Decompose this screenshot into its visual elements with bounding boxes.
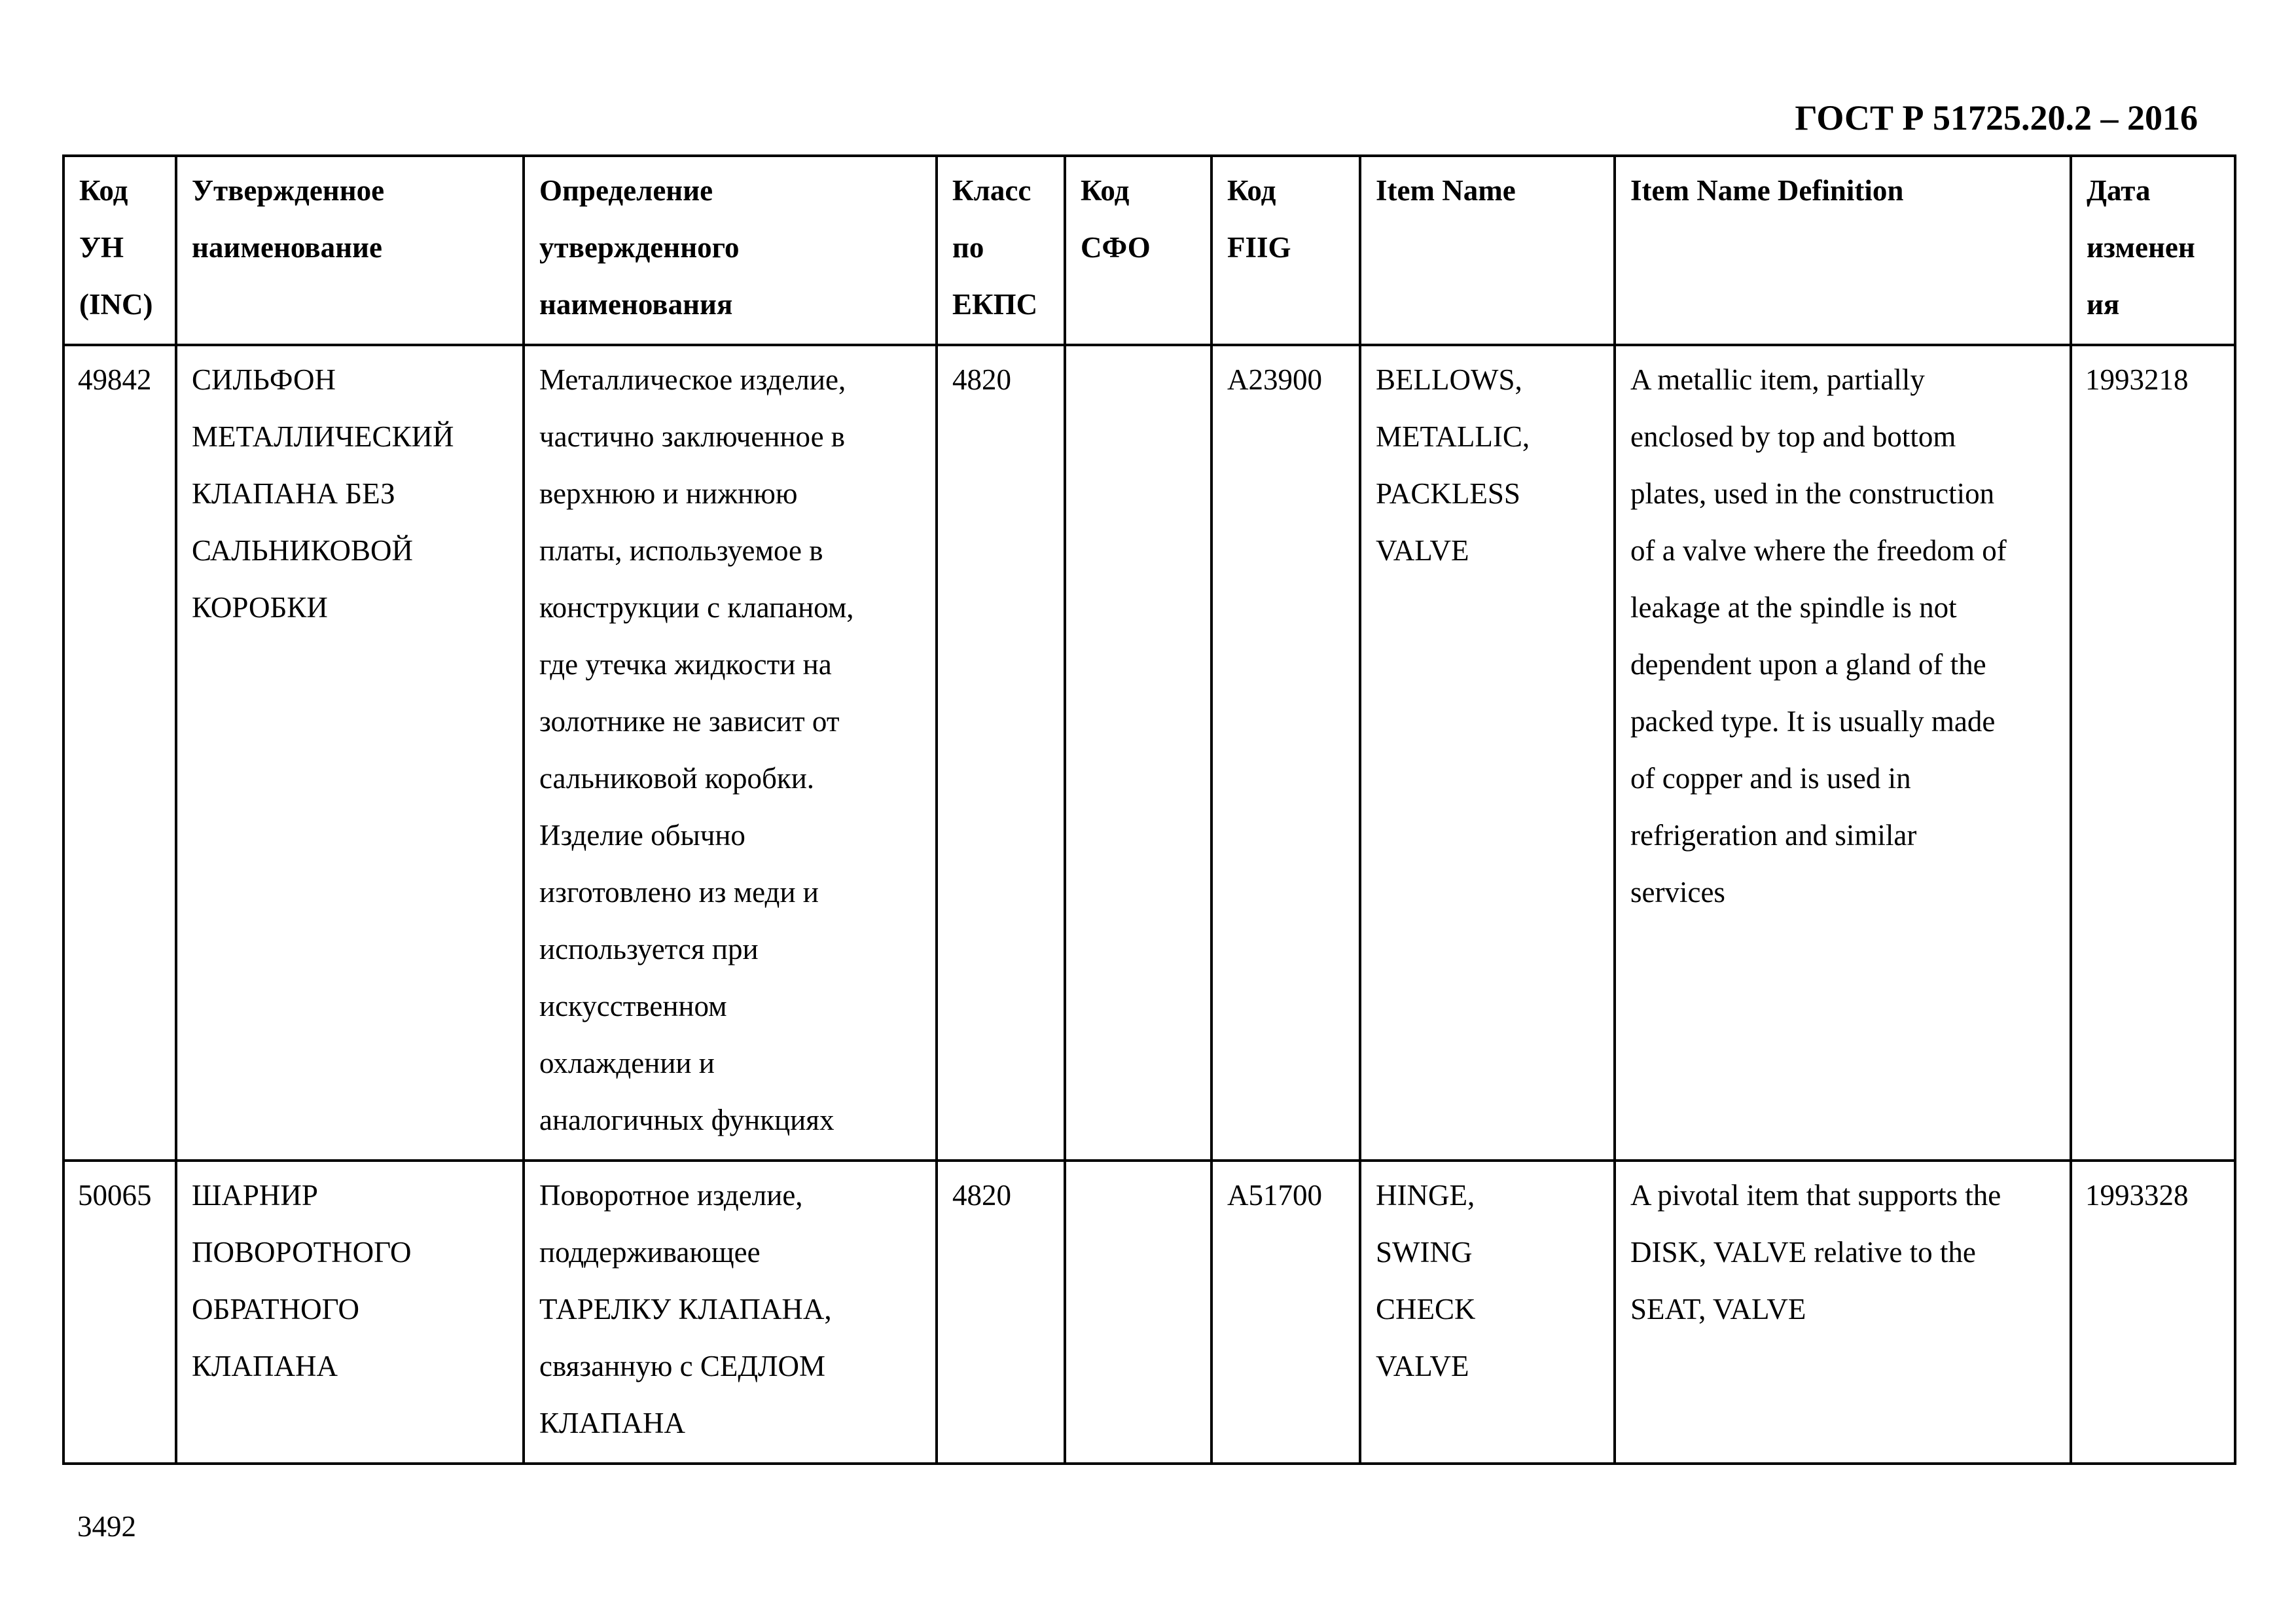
header-approved-name: Утвержденное наименование — [176, 156, 524, 345]
cell-item-name: BELLOWS, METALLIC, PACKLESS VALVE — [1360, 345, 1615, 1161]
cell-class: 4820 — [937, 345, 1065, 1161]
cell-approved-name: СИЛЬФОН МЕТАЛЛИЧЕСКИЙ КЛАПАНА БЕЗ САЛЬНИКОВОЙ КОРОБКИ — [176, 345, 524, 1161]
item-names-table — [62, 154, 2236, 1465]
cell-approved-name: ШАРНИР ПОВОРОТНОГО ОБРАТНОГО КЛАПАНА — [176, 1161, 524, 1464]
cell-inc: 49842 — [63, 345, 176, 1161]
cell-fiig: A51700 — [1211, 1161, 1360, 1464]
cell-sfo — [1065, 345, 1211, 1161]
header-change-date: Дата изменен ия — [2071, 156, 2235, 345]
cell-definition: Металлическое изделие, частично заключенное в верхнюю и нижнюю платы, используемое в конструкции с клапаном, где утечка жидкости на золотнике не зависит от сальниковой коробки. Изделие обычно изготовлено из меди и используется при искусственном охлаждении и аналогичных функциях — [524, 345, 937, 1161]
header-approved-name-definition: Определение утвержденного наименования — [524, 156, 937, 345]
cell-sfo — [1065, 1161, 1211, 1464]
header-inc: Код УН (INC) — [63, 156, 176, 345]
cell-item-name: HINGE, SWING CHECK VALVE — [1360, 1161, 1615, 1464]
document-standard-title: ГОСТ Р 51725.20.2 – 2016 — [1795, 98, 2198, 137]
header-code-fiig: Код FIIG — [1211, 156, 1360, 345]
cell-item-name-definition: A pivotal item that supports the DISK, VALVE relative to the SEAT, VALVE — [1615, 1161, 2071, 1464]
table-row — [63, 1161, 2235, 1464]
cell-fiig: A23900 — [1211, 345, 1360, 1161]
header-class-ekps: Класс по ЕКПС — [937, 156, 1065, 345]
cell-item-name-definition: A metallic item, partially enclosed by top and bottom plates, used in the construction of a valve where the freedom of leakage at the spindle is not dependent upon a gland of the packed type. It is usually made of copper and is used in refrigeration and similar services — [1615, 345, 2071, 1161]
header-item-name-definition: Item Name Definition — [1615, 156, 2071, 345]
table-header-row — [63, 156, 2235, 345]
cell-class: 4820 — [937, 1161, 1065, 1464]
header-item-name: Item Name — [1360, 156, 1615, 345]
header-code-sfo: Код СФО — [1065, 156, 1211, 345]
cell-definition: Поворотное изделие, поддерживающее ТАРЕЛКУ КЛАПАНА, связанную с СЕДЛОМ КЛАПАНА — [524, 1161, 937, 1464]
table-row — [63, 345, 2235, 1161]
cell-inc: 50065 — [63, 1161, 176, 1464]
cell-change-date: 1993328 — [2071, 1161, 2235, 1464]
cell-change-date: 1993218 — [2071, 345, 2235, 1161]
page-number: 3492 — [77, 1510, 136, 1543]
